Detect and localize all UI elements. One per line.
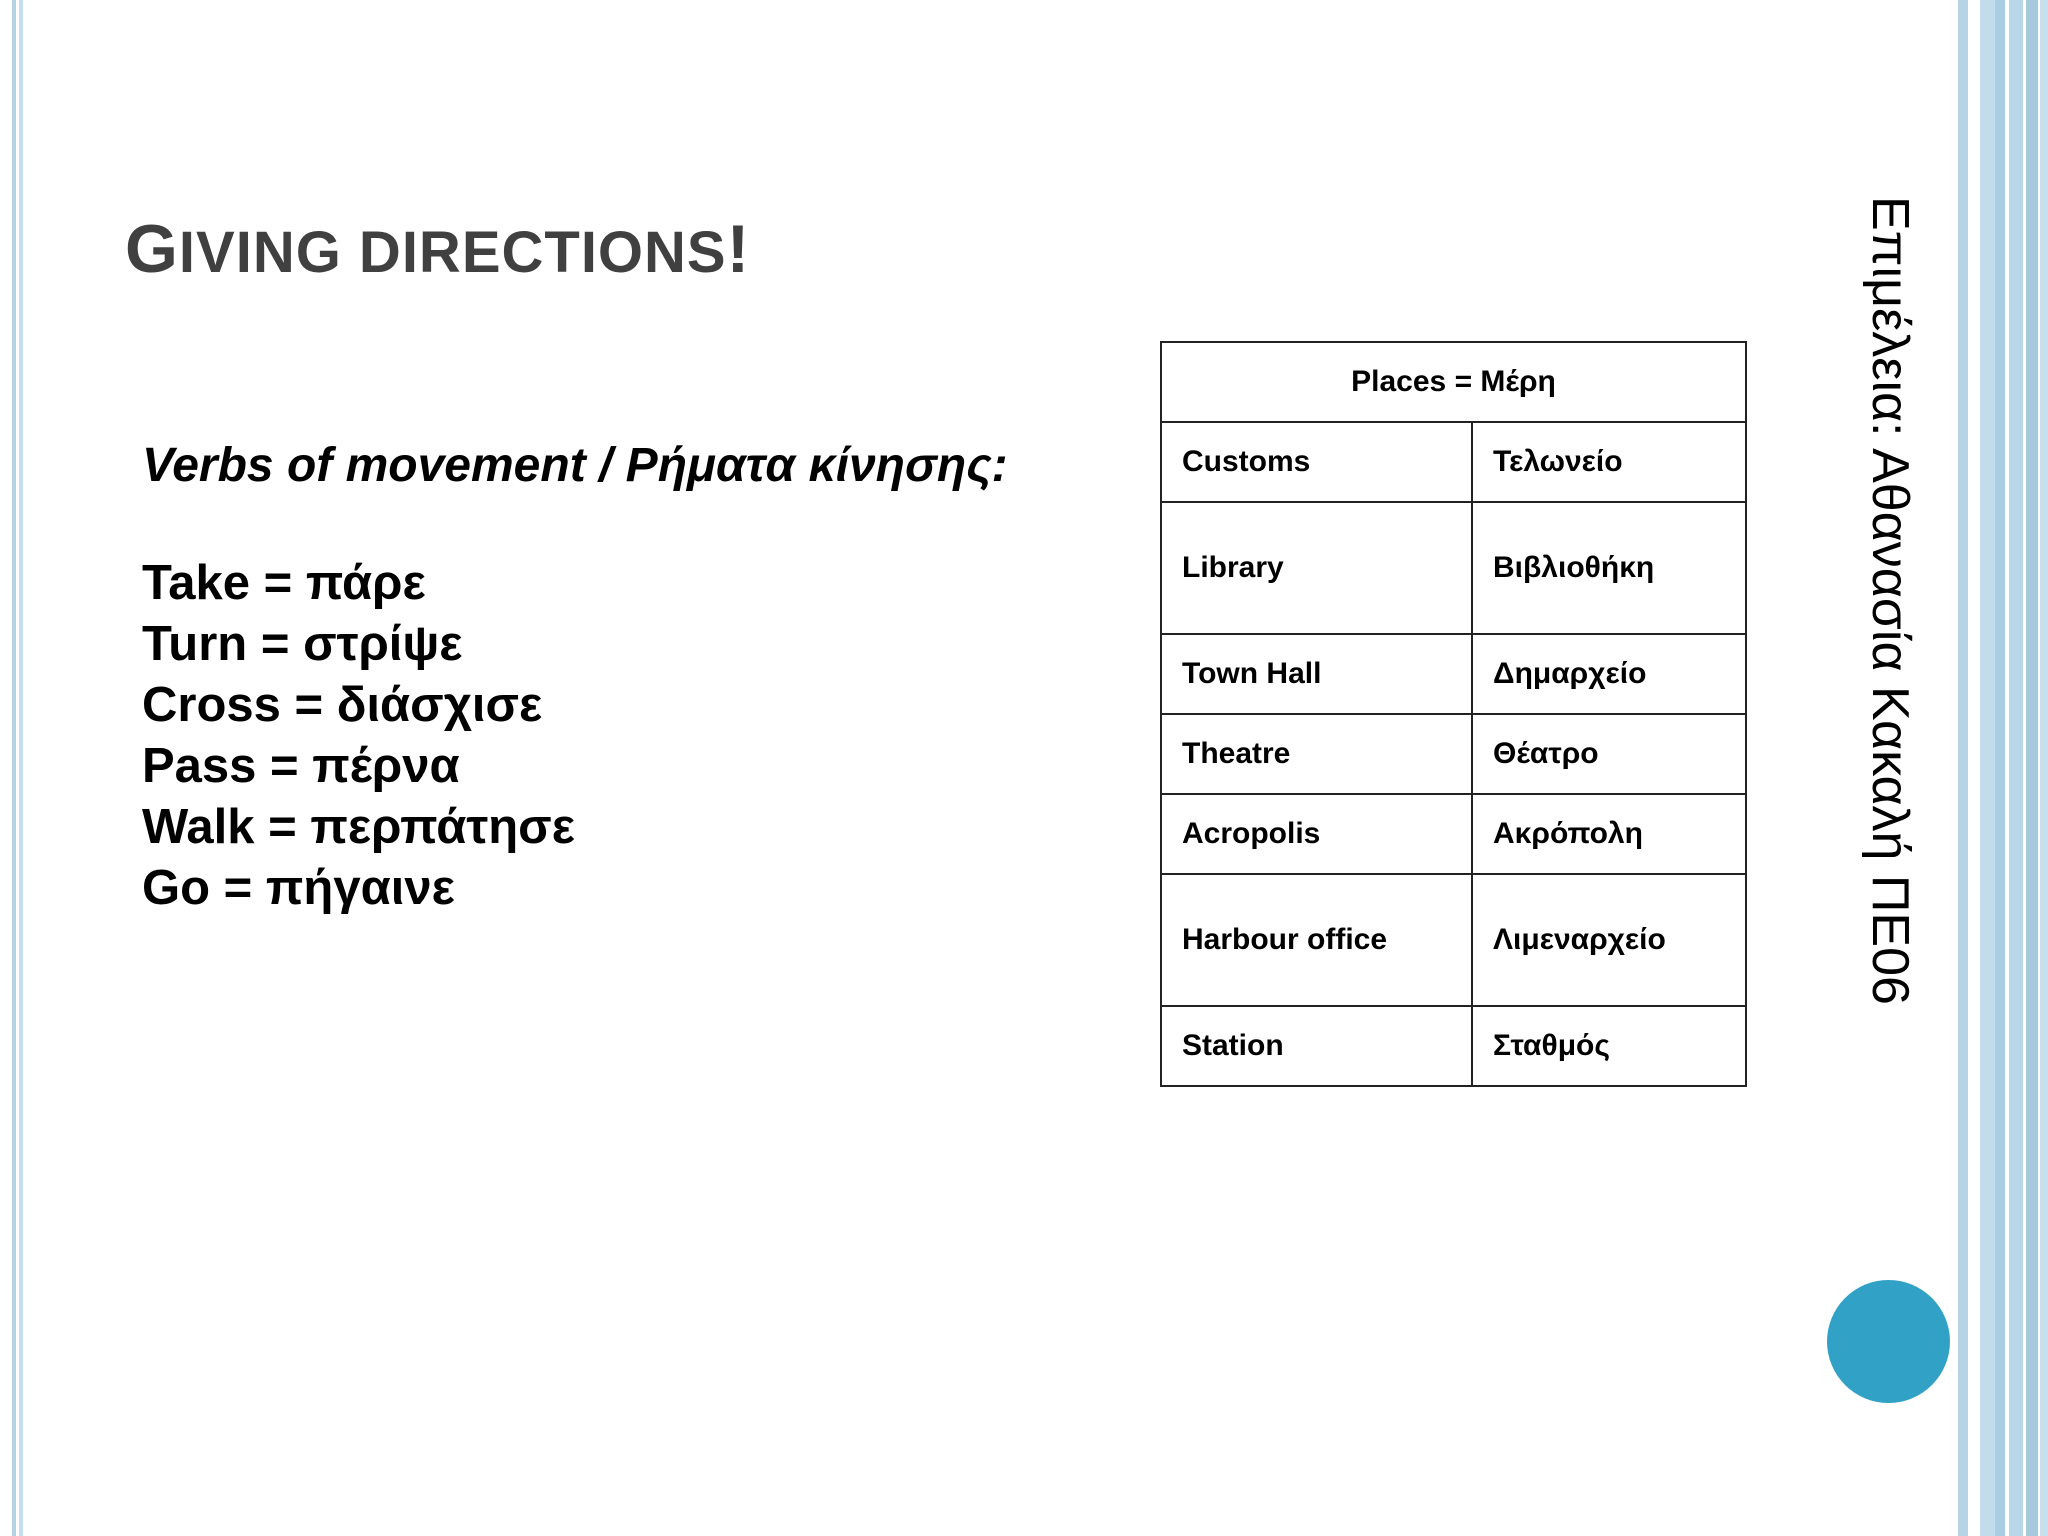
slide-title [125, 210, 750, 288]
places-table [1160, 341, 1747, 1087]
left-stripe-inner [19, 0, 23, 1536]
right-stripe-5 [2026, 0, 2038, 1536]
place-greek: Βιβλιοθήκη [1472, 502, 1746, 634]
place-greek: Λιμεναρχείο [1472, 874, 1746, 1006]
verb-item: Take = πάρε [142, 556, 426, 610]
table-row [1161, 422, 1746, 502]
accent-circle [1827, 1280, 1950, 1403]
right-stripe-3 [1995, 0, 2005, 1536]
author-credit: Επιμέλεια: Αθανασία Κακαλή ΠΕ06 [1861, 196, 1919, 1005]
table-header: Places = Μέρη [1161, 342, 1746, 422]
place-greek: Σταθμός [1472, 1006, 1746, 1086]
verb-item: Walk = περπάτησε [142, 800, 575, 854]
place-english: Acropolis [1161, 794, 1472, 874]
table-row [1161, 502, 1746, 634]
right-stripe-1 [1958, 0, 1968, 1536]
place-greek: Θέατρο [1472, 714, 1746, 794]
table-row [1161, 634, 1746, 714]
place-english: Library [1161, 502, 1472, 634]
place-greek: Τελωνείο [1472, 422, 1746, 502]
place-english: Town Hall [1161, 634, 1472, 714]
title-first-letter: G [125, 211, 179, 287]
verb-item: Pass = πέρνα [142, 739, 460, 793]
table-row [1161, 1006, 1746, 1086]
verbs-section [142, 438, 1122, 919]
table-row [1161, 874, 1746, 1006]
table-row [1161, 794, 1746, 874]
place-english: Harbour office [1161, 874, 1472, 1006]
table-header-row [1161, 342, 1746, 422]
right-stripe-4 [2009, 0, 2023, 1536]
right-stripe-6 [2040, 0, 2048, 1536]
verb-item: Cross = διάσχισε [142, 678, 543, 732]
verb-item: Turn = στρίψε [142, 617, 463, 671]
title-rest: IVING DIRECTIONS [178, 220, 727, 285]
place-english: Station [1161, 1006, 1472, 1086]
verb-item: Go = πήγαινε [142, 861, 455, 915]
table-row [1161, 714, 1746, 794]
place-greek: Δημαρχείο [1472, 634, 1746, 714]
verbs-heading: Verbs of movement / Ρήματα κίνησης: [142, 439, 1008, 492]
place-greek: Ακρόπολη [1472, 794, 1746, 874]
place-english: Theatre [1161, 714, 1472, 794]
title-exclamation: ! [726, 211, 751, 287]
place-english: Customs [1161, 422, 1472, 502]
right-stripe-2 [1980, 0, 1995, 1536]
left-stripe-outer [12, 0, 16, 1536]
